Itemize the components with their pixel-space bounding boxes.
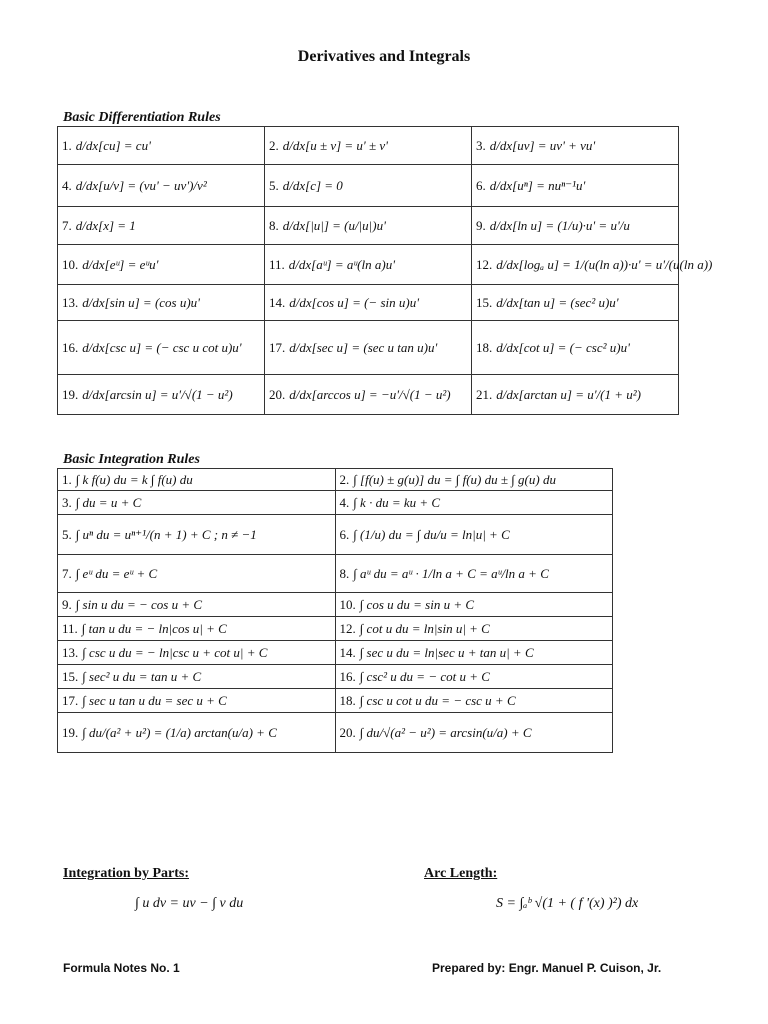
footer-author: Prepared by: Engr. Manuel P. Cuison, Jr. (432, 961, 662, 975)
rule-formula: d/dx[u/v] = (vu' − uv')/v² (75, 177, 207, 193)
rule-number: 10. (339, 596, 356, 612)
rule-number: 16. (339, 668, 356, 684)
rule-number: 2. (269, 137, 279, 153)
rule-number: 5. (62, 526, 72, 542)
rule-number: 13. (62, 644, 79, 660)
rule-formula: ∫ aᵘ du = aᵘ · 1/ln a + C = aᵘ/ln a + C (353, 565, 549, 581)
rule-number: 10. (62, 256, 79, 272)
table-row (58, 555, 613, 593)
rule-formula: ∫ du = u + C (75, 494, 142, 510)
rule-cell (58, 515, 336, 555)
rule-number: 20. (339, 724, 356, 740)
rule-number: 17. (62, 692, 79, 708)
rule-formula: d/dx[uv] = uv' + vu' (489, 137, 596, 153)
rule-cell (58, 321, 265, 375)
rule-cell (472, 285, 679, 321)
rule-formula: ∫ [f(u) ± g(u)] du = ∫ f(u) du ± ∫ g(u) du (353, 471, 556, 487)
rule-cell (335, 713, 613, 753)
differentiation-table (57, 126, 713, 415)
rule-number: 13. (62, 294, 79, 310)
rule-number: 9. (62, 596, 72, 612)
rule-formula: d/dx[sin u] = (cos u)u' (82, 294, 200, 310)
rule-formula: d/dx[arcsin u] = u'/√(1 − u²) (82, 386, 233, 402)
integration-by-parts-label: Integration by Parts: (63, 866, 189, 881)
rule-cell (58, 555, 336, 593)
table-row (58, 207, 679, 245)
rule-cell (58, 285, 265, 321)
rule-number: 16. (62, 339, 79, 355)
rule-formula: ∫ sec² u du = tan u + C (82, 668, 202, 684)
arc-length-formula: S = ∫ₐᵇ √(1 + ( f '(x) )²) dx (496, 896, 639, 911)
table-row (58, 617, 613, 641)
rule-cell (472, 165, 679, 207)
rule-cell (58, 245, 265, 285)
footer-notes-label: Formula Notes No. 1 (63, 961, 180, 975)
rule-number: 14. (339, 644, 356, 660)
table-row (58, 375, 679, 415)
rule-number: 11. (269, 256, 285, 272)
rule-cell (58, 491, 336, 515)
rule-number: 4. (339, 494, 350, 510)
rule-number: 1. (62, 471, 72, 487)
rule-cell (265, 245, 472, 285)
arc-length-label: Arc Length: (424, 866, 498, 881)
page-title: Derivatives and Integrals (297, 48, 471, 65)
table-row (58, 713, 613, 753)
rule-number: 6. (476, 177, 486, 193)
rule-formula: ∫ (1/u) du = ∫ du/u = ln|u| + C (353, 526, 510, 542)
rule-formula: ∫ eᵘ du = eᵘ + C (75, 565, 158, 581)
table-row (58, 165, 679, 207)
integration-table (57, 468, 613, 753)
rule-number: 15. (476, 294, 493, 310)
rule-number: 21. (476, 386, 493, 402)
rule-number: 20. (269, 386, 286, 402)
rule-cell (265, 375, 472, 415)
table-row (58, 593, 613, 617)
rule-cell (58, 469, 336, 491)
rule-number: 8. (339, 565, 350, 581)
table-row (58, 515, 613, 555)
rule-formula: d/dx[|u|] = (u/|u|)u' (282, 217, 386, 233)
rule-formula: d/dx[c] = 0 (282, 177, 343, 193)
rule-cell (58, 207, 265, 245)
rule-cell (58, 641, 336, 665)
table-row (58, 491, 613, 515)
rule-number: 12. (476, 256, 493, 272)
rule-number: 11. (62, 620, 78, 636)
integration-by-parts-formula: ∫ u dv = uv − ∫ v du (135, 896, 244, 911)
rule-formula: d/dx[csc u] = (− csc u cot u)u' (82, 339, 242, 355)
rule-formula: d/dx[tan u] = (sec² u)u' (496, 294, 619, 310)
rule-formula: ∫ du/√(a² − u²) = arcsin(u/a) + C (359, 724, 532, 740)
rule-cell (58, 689, 336, 713)
rule-number: 19. (62, 724, 79, 740)
rule-formula: ∫ tan u du = − ln|cos u| + C (81, 620, 227, 636)
rule-formula: d/dx[x] = 1 (75, 217, 136, 233)
rule-cell (472, 245, 713, 285)
table-row (58, 321, 679, 375)
rule-cell (58, 617, 336, 641)
rule-formula: d/dx[aᵘ] = aᵘ(ln a)u' (288, 256, 395, 272)
rule-formula: d/dx[cot u] = (− csc² u)u' (496, 339, 630, 355)
rule-cell (472, 375, 679, 415)
rule-number: 6. (339, 526, 350, 542)
rule-cell (58, 127, 265, 165)
rule-cell (335, 555, 613, 593)
table-row (58, 689, 613, 713)
rule-cell (472, 127, 679, 165)
rule-cell (335, 641, 613, 665)
rule-number: 14. (269, 294, 286, 310)
rule-number: 18. (476, 339, 493, 355)
rule-formula: d/dx[cu] = cu' (75, 137, 151, 153)
rule-cell (265, 285, 472, 321)
rule-formula: ∫ k · du = ku + C (353, 494, 441, 510)
rule-formula: ∫ sec u du = ln|sec u + tan u| + C (359, 644, 534, 660)
rule-number: 1. (62, 137, 72, 153)
rule-cell (335, 665, 613, 689)
rule-formula: ∫ csc u cot u du = − csc u + C (359, 692, 516, 708)
table-row (58, 469, 613, 491)
rule-formula: d/dx[ln u] = (1/u)·u' = u'/u (489, 217, 630, 233)
rule-formula: ∫ du/(a² + u²) = (1/a) arctan(u/a) + C (82, 724, 277, 740)
rule-cell (472, 207, 679, 245)
rule-cell (472, 321, 679, 375)
rule-formula: d/dx[u ± v] = u' ± v' (282, 137, 388, 153)
rule-formula: ∫ k f(u) du = k ∫ f(u) du (75, 471, 193, 487)
table-row (58, 285, 679, 321)
rule-number: 18. (339, 692, 356, 708)
rule-number: 5. (269, 177, 279, 193)
rule-cell (335, 689, 613, 713)
rule-cell (335, 617, 613, 641)
rule-number: 7. (62, 217, 72, 233)
rule-number: 4. (62, 177, 72, 193)
rule-formula: ∫ cot u du = ln|sin u| + C (359, 620, 490, 636)
rule-cell (265, 165, 472, 207)
rule-number: 15. (62, 668, 79, 684)
rule-cell (58, 375, 265, 415)
rule-formula: ∫ sin u du = − cos u + C (75, 596, 203, 612)
rule-formula: d/dx[eᵘ] = eᵘu' (82, 256, 159, 272)
rule-formula: d/dx[arccos u] = −u'/√(1 − u²) (289, 386, 451, 402)
rule-formula: ∫ csc u du = − ln|csc u + cot u| + C (82, 644, 268, 660)
table-row (58, 245, 679, 285)
rule-cell (58, 593, 336, 617)
rule-formula: ∫ uⁿ du = uⁿ⁺¹/(n + 1) + C ; n ≠ −1 (75, 526, 257, 542)
rule-number: 19. (62, 386, 79, 402)
rule-number: 3. (62, 494, 72, 510)
rule-number: 9. (476, 217, 486, 233)
rule-formula: d/dx[uⁿ] = nuⁿ⁻¹u' (489, 177, 586, 193)
rule-cell (265, 207, 472, 245)
rule-formula: d/dx[sec u] = (sec u tan u)u' (289, 339, 438, 355)
table-row (58, 127, 679, 165)
rule-number: 17. (269, 339, 286, 355)
rule-cell (265, 321, 472, 375)
rule-cell (58, 665, 336, 689)
rule-formula: ∫ cos u du = sin u + C (359, 596, 475, 612)
rule-number: 3. (476, 137, 486, 153)
integration-heading: Basic Integration Rules (63, 452, 200, 467)
table-row (58, 641, 613, 665)
rule-number: 12. (339, 620, 356, 636)
differentiation-heading: Basic Differentiation Rules (63, 110, 221, 125)
rule-cell (335, 515, 613, 555)
rule-formula: d/dx[arctan u] = u'/(1 + u²) (496, 386, 641, 402)
rule-cell (335, 469, 613, 491)
rule-formula: ∫ sec u tan u du = sec u + C (82, 692, 227, 708)
rule-cell (58, 165, 265, 207)
rule-number: 2. (339, 471, 350, 487)
rule-number: 7. (62, 565, 72, 581)
table-row (58, 665, 613, 689)
rule-cell (58, 713, 336, 753)
rule-cell (265, 127, 472, 165)
rule-cell (335, 593, 613, 617)
rule-formula: d/dx[logₐ u] = 1/(u(ln a))·u' = u'/(u(ln a)) (496, 256, 713, 272)
rule-formula: d/dx[cos u] = (− sin u)u' (289, 294, 419, 310)
rule-formula: ∫ csc² u du = − cot u + C (359, 668, 490, 684)
rule-number: 8. (269, 217, 279, 233)
rule-cell (335, 491, 613, 515)
